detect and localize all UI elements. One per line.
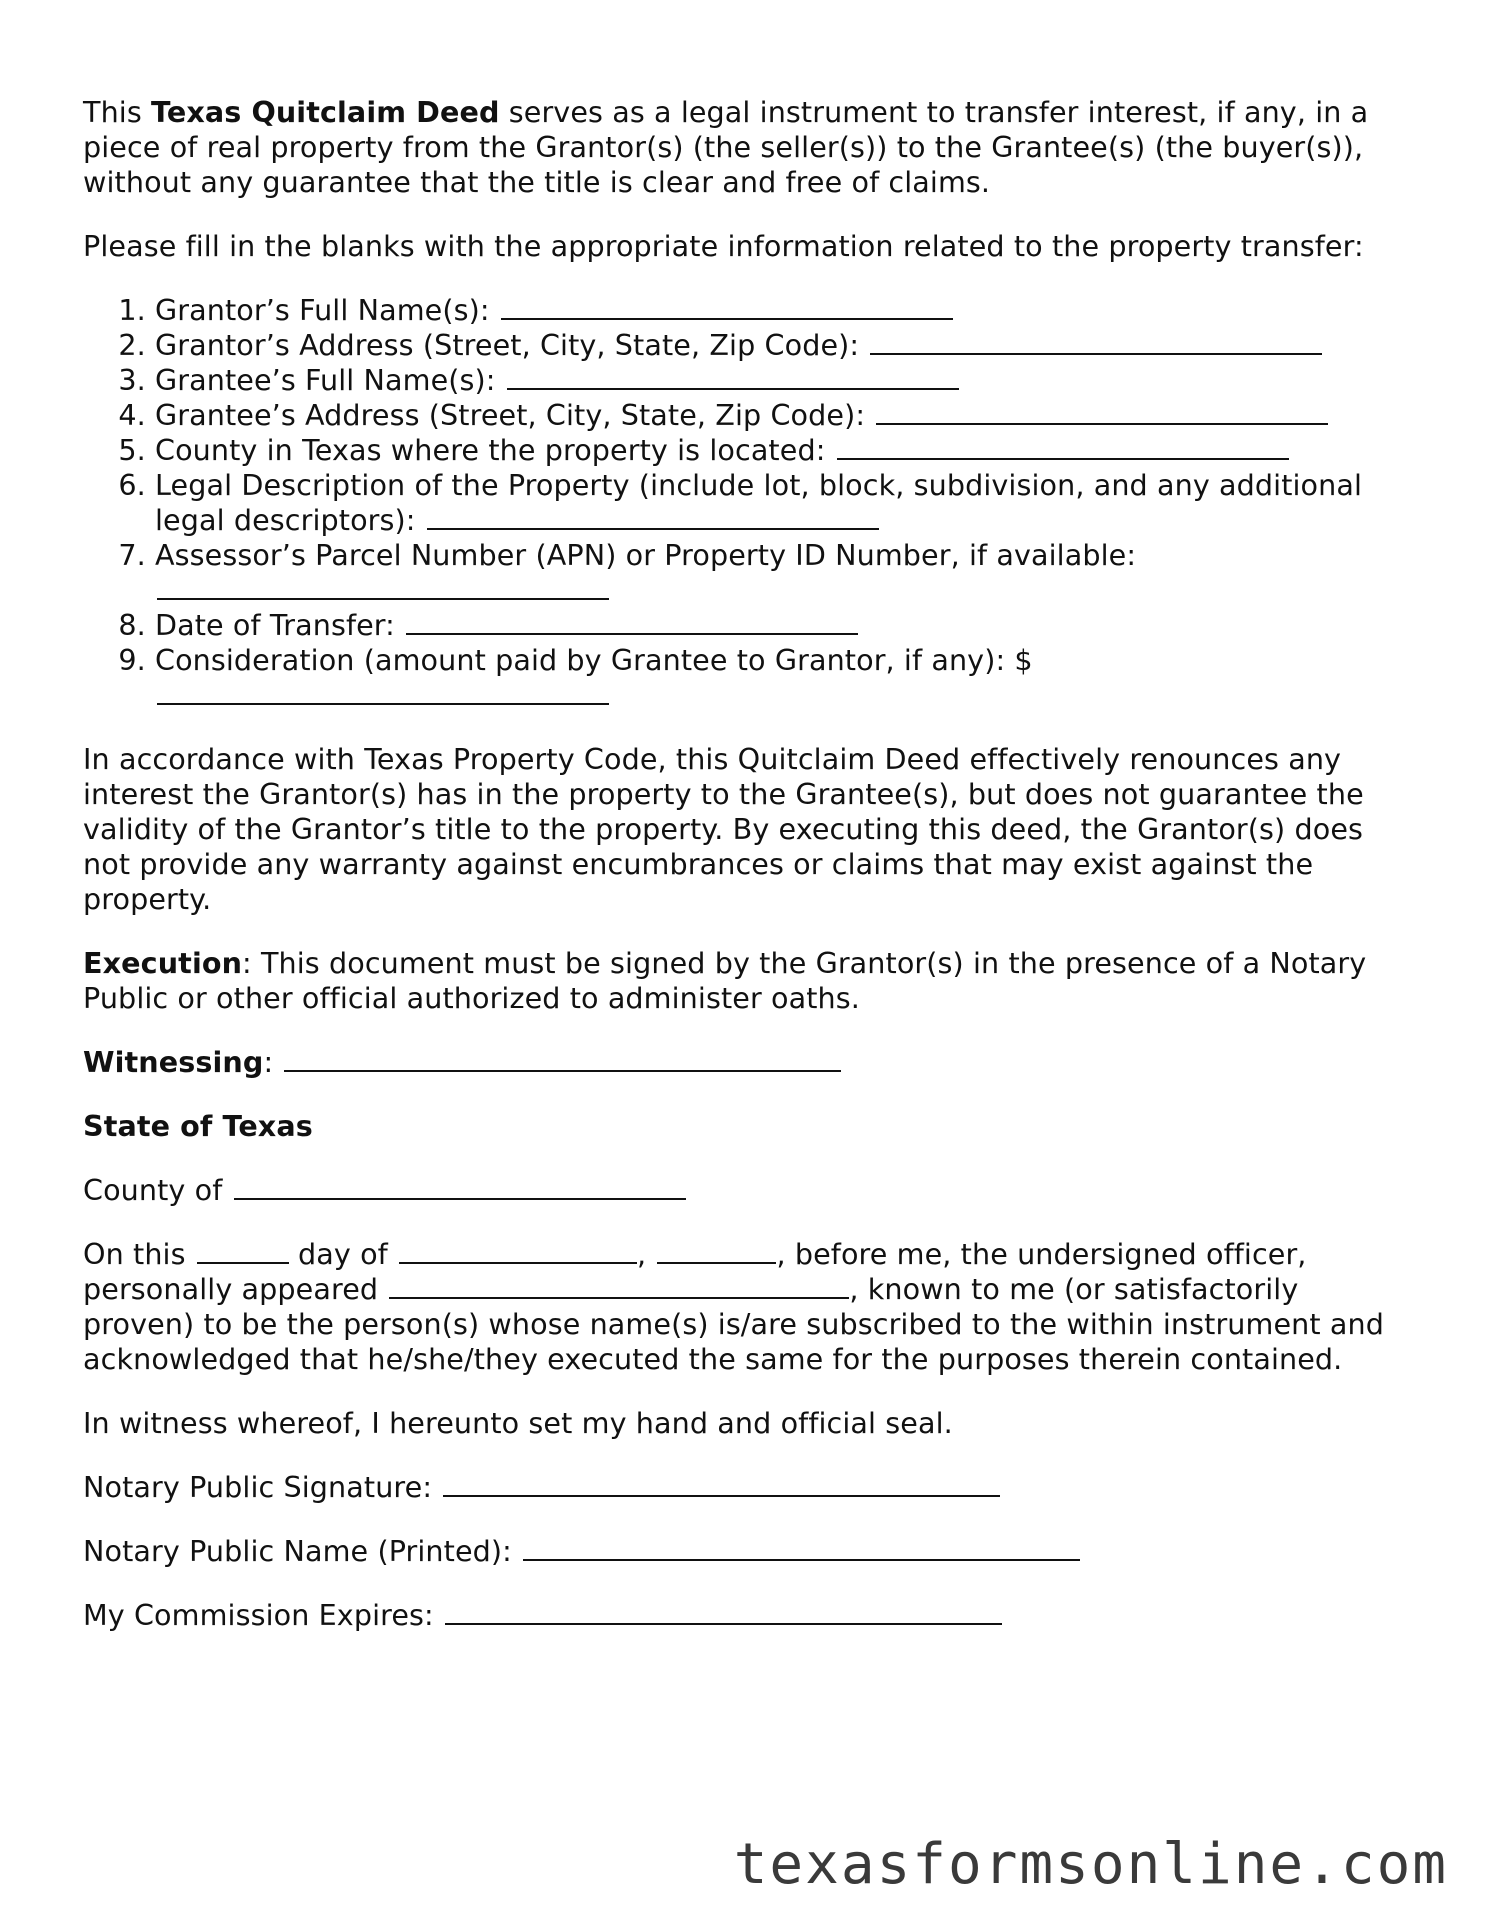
notary-name-blank[interactable] [523, 1535, 1080, 1561]
notary-name-line [83, 1534, 1413, 1569]
consideration-blank[interactable] [157, 679, 609, 705]
county-of-blank[interactable] [234, 1174, 686, 1200]
grantee-address-label: Grantee’s Address (Street, City, State, Zip Code): [155, 398, 866, 432]
day-blank[interactable] [197, 1238, 289, 1264]
grantor-name-label: Grantor’s Full Name(s): [155, 293, 490, 327]
execution-text: : This document must be signed by the Grantor(s) in the presence of a Notary Public or other official authorized to administer oaths. [83, 946, 1367, 1015]
legal-description-label: Legal Description of the Property (include lot, block, subdivision, and any additional legal descriptors): [155, 468, 1363, 537]
grantor-address-label: Grantor’s Address (Street, City, State, Zip Code): [155, 328, 860, 362]
field-list [83, 293, 1413, 713]
instructions: Please fill in the blanks with the appropriate information related to the property transfer: [83, 229, 1364, 263]
list-item-legal-description [155, 468, 1413, 538]
grantor-name-blank[interactable] [501, 294, 953, 320]
intro-prefix: This [83, 95, 152, 129]
list-item-grantee-name [155, 363, 1413, 398]
county-of-label: County of [83, 1173, 223, 1207]
commission-expires-label: My Commission Expires: [83, 1598, 434, 1632]
currency-symbol: $ [1014, 643, 1033, 677]
on-this-label: On this [83, 1237, 186, 1271]
state-heading: State of Texas [83, 1109, 313, 1143]
footer-brand-watermark: texasformsonline.com [733, 1832, 1448, 1897]
day-of-label: day of [298, 1237, 388, 1271]
acknowledgment-paragraph [83, 1237, 1413, 1377]
accordance-paragraph: In accordance with Texas Property Code, this Quitclaim Deed effectively renounces any interest the Grantor(s) has in the property to the Grantee(s), but does not guarantee the validity of the Grantor’s title to the property. By executing this deed, the Grantor(s) does not provide any warranty against encumbrances or claims that may exist against the property. [83, 742, 1364, 916]
year-blank[interactable] [657, 1238, 776, 1264]
deed-document [83, 95, 1413, 1662]
commission-expires-blank[interactable] [445, 1599, 1002, 1625]
list-item-grantor-address [155, 328, 1413, 363]
consideration-label: Consideration (amount paid by Grantee to Grantor, if any): [155, 643, 1006, 677]
intro-text: serves as a legal instrument to transfer interest, if any, in a piece of real property from the Grantor(s) (the seller(s)) to the Grantee(s) (the buyer(s)), without any guarantee that the title is clear and free of claims. [83, 95, 1369, 199]
appeared-name-blank[interactable] [389, 1273, 849, 1299]
list-item-date-of-transfer [155, 608, 1413, 643]
apn-label: Assessor’s Parcel Number (APN) or Property ID Number, if available: [155, 538, 1137, 572]
notary-signature-line [83, 1470, 1413, 1505]
witness-whereof: In witness whereof, I hereunto set my hand and official seal. [83, 1406, 953, 1440]
apn-blank[interactable] [157, 574, 609, 600]
comma-text: , [637, 1237, 647, 1271]
notary-name-label: Notary Public Name (Printed): [83, 1534, 512, 1568]
date-of-transfer-label: Date of Transfer: [155, 608, 395, 642]
personally-appeared-label: personally appeared [83, 1272, 379, 1306]
intro-paragraph [83, 95, 1413, 200]
grantee-name-label: Grantee’s Full Name(s): [155, 363, 496, 397]
grantor-address-blank[interactable] [870, 329, 1322, 355]
grantee-name-blank[interactable] [507, 364, 959, 390]
legal-description-blank[interactable] [427, 504, 879, 530]
list-item-county [155, 433, 1413, 468]
month-blank[interactable] [399, 1238, 637, 1264]
grantee-address-blank[interactable] [876, 399, 1328, 425]
list-item-consideration [155, 643, 1413, 713]
witnessing-blank[interactable] [284, 1046, 841, 1072]
commission-expires-line [83, 1598, 1413, 1633]
list-item-apn [155, 538, 1413, 608]
list-item-grantee-address [155, 398, 1413, 433]
witnessing-line [83, 1045, 1413, 1080]
document-title: Texas Quitclaim Deed [151, 95, 500, 129]
witnessing-label: Witnessing [83, 1045, 264, 1079]
execution-label: Execution [83, 946, 243, 980]
execution-paragraph [83, 946, 1413, 1016]
state-heading-line [83, 1109, 1413, 1144]
county-of-line [83, 1173, 1413, 1208]
county-blank[interactable] [837, 434, 1289, 460]
witnessing-colon: : [263, 1045, 274, 1079]
county-label: County in Texas where the property is located: [155, 433, 826, 467]
list-item-grantor-name [155, 293, 1413, 328]
notary-signature-blank[interactable] [443, 1471, 1000, 1497]
acknowledgment-rest-text: , known to me (or satisfactorily proven) to be the person(s) whose name(s) is/are subscribed to the within instrument and acknowledged that he/she/they executed the same for the purposes therein contained. [83, 1272, 1384, 1376]
notary-signature-label: Notary Public Signature: [83, 1470, 433, 1504]
date-of-transfer-blank[interactable] [406, 609, 858, 635]
before-me-text: , before me, the undersigned officer, [776, 1237, 1307, 1271]
